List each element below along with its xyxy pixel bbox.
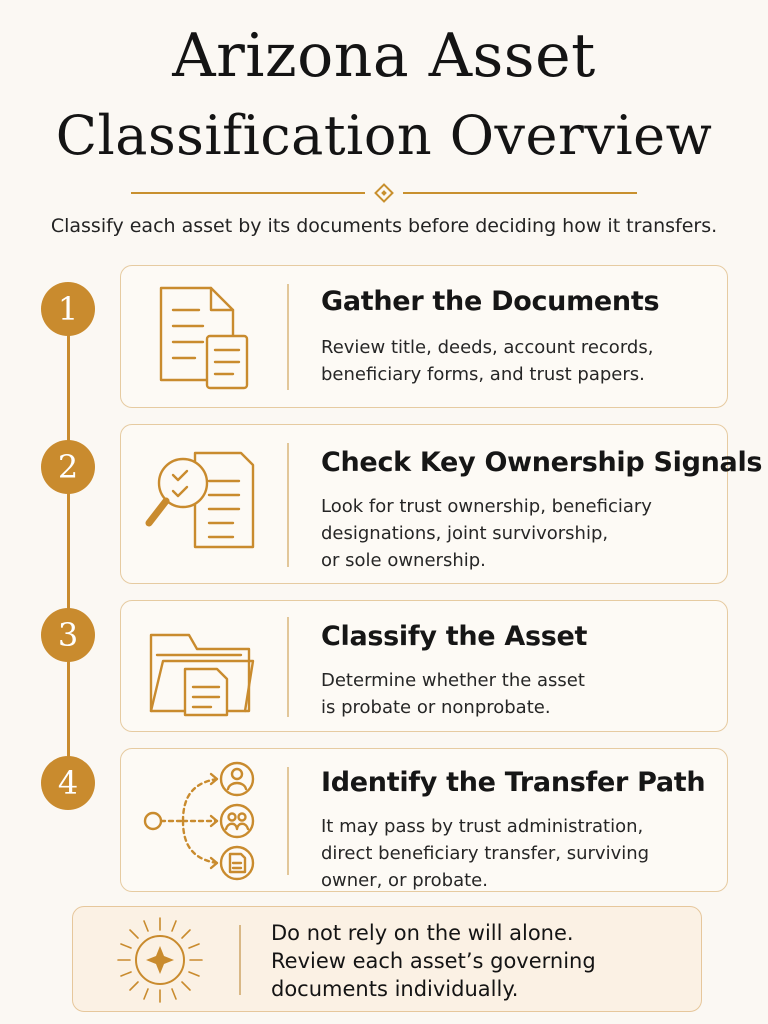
- step-card-4: [120, 748, 728, 892]
- card-separator: [287, 767, 289, 875]
- step-number-1: 1: [41, 282, 95, 336]
- step-title-2: Check Key Ownership Signals: [321, 447, 763, 478]
- step-title-4: Identify the Transfer Path: [321, 767, 706, 798]
- step-description-1: Review title, deeds, account records, beneficiary forms, and trust papers.: [321, 337, 654, 385]
- divider-line-left: [131, 192, 365, 194]
- note-separator: [239, 925, 241, 995]
- step-description-4: It may pass by trust administration, direct beneficiary transfer, surviving owner, or probate.: [321, 816, 650, 891]
- step-description-2: Look for trust ownership, beneficiary designations, joint survivorship, or sole ownership.: [321, 496, 652, 571]
- magnifier-checklist-icon: [141, 443, 261, 555]
- important-note-box: [72, 906, 702, 1012]
- divider-line-right: [403, 192, 637, 194]
- page-title-line-2: Classification Overview: [55, 104, 713, 167]
- branching-paths-icon: [141, 759, 261, 883]
- diamond-icon: [374, 183, 394, 203]
- folder-document-icon: [141, 615, 255, 719]
- step-title-1: Gather the Documents: [321, 286, 660, 317]
- card-separator: [287, 284, 289, 390]
- step-card-2: [120, 424, 763, 584]
- step-number-4: 4: [41, 756, 95, 810]
- card-separator: [287, 617, 289, 717]
- step-card-1: [120, 265, 728, 408]
- step-description-3: Determine whether the asset is probate or nonprobate.: [321, 670, 585, 718]
- note-text: Do not rely on the will alone. Review each asset’s governing documents individually.: [271, 921, 596, 1001]
- step-number-2: 2: [41, 440, 95, 494]
- documents-icon: [141, 280, 251, 392]
- title-divider: [131, 183, 637, 203]
- subtitle: Classify each asset by its documents before deciding how it transfers.: [50, 215, 718, 237]
- step-title-3: Classify the Asset: [321, 621, 588, 652]
- card-separator: [287, 443, 289, 567]
- sunburst-star-icon: [115, 915, 205, 1005]
- step-card-3: [120, 600, 728, 732]
- page-title-line-1: Arizona Asset: [172, 21, 596, 91]
- timeline-connector: [67, 310, 70, 770]
- step-number-3: 3: [41, 608, 95, 662]
